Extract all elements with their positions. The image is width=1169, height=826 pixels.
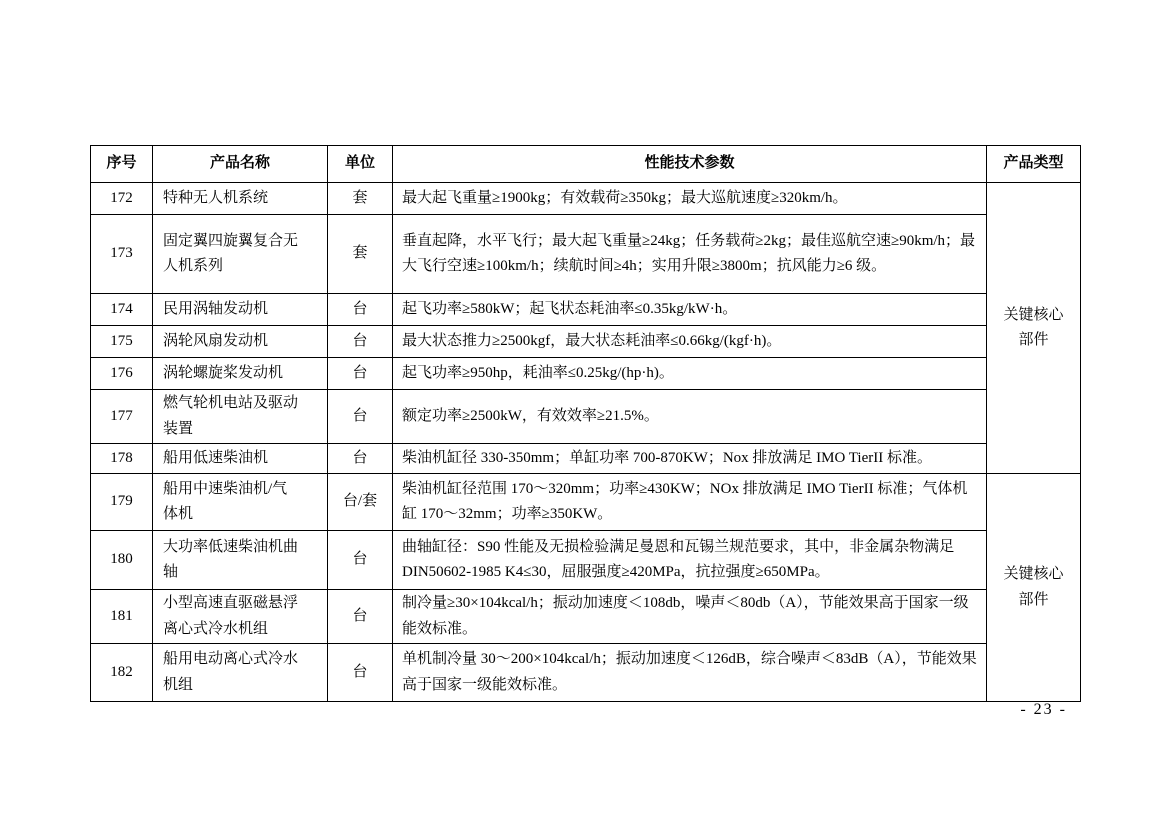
- tech-params: 垂直起降，水平飞行；最大起飞重量≥24kg；任务载荷≥2kg；最佳巡航空速≥90km/h；最大飞行空速≥100km/h；续航时间≥4h；实用升限≥3800m；抗风能力≥6 级。: [393, 215, 987, 294]
- product-type-group: 关键核心部件: [987, 474, 1081, 702]
- tech-params: 曲轴缸径：S90 性能及无损检验满足曼恩和瓦锡兰规范要求，其中，非金属杂物满足 DIN50602-1985 K4≤30，屈服强度≥420MPa，抗拉强度≥650MPa。: [393, 531, 987, 590]
- product-name: 燃气轮机电站及驱动装置: [153, 390, 328, 444]
- row-index: 178: [91, 444, 153, 474]
- row-index: 177: [91, 390, 153, 444]
- product-name: 涡轮螺旋桨发动机: [153, 358, 328, 390]
- header-index: 序号: [91, 146, 153, 183]
- unit: 台: [328, 444, 393, 474]
- product-table: [90, 145, 1081, 702]
- header-params: 性能技术参数: [393, 146, 987, 183]
- row-index: 172: [91, 183, 153, 215]
- row-index: 175: [91, 326, 153, 358]
- tech-params: 最大起飞重量≥1900kg；有效载荷≥350kg；最大巡航速度≥320km/h。: [393, 183, 987, 215]
- product-name: 大功率低速柴油机曲轴: [153, 531, 328, 590]
- row-index: 182: [91, 644, 153, 702]
- tech-params: 起飞功率≥950hp，耗油率≤0.25kg/(hp·h)。: [393, 358, 987, 390]
- product-name: 涡轮风扇发动机: [153, 326, 328, 358]
- table-row: [91, 183, 1081, 215]
- row-index: 174: [91, 294, 153, 326]
- unit: 台: [328, 358, 393, 390]
- page-number: - 23 -: [1020, 701, 1067, 718]
- unit: 台: [328, 326, 393, 358]
- unit: 台: [328, 531, 393, 590]
- tech-params: 额定功率≥2500kW，有效效率≥21.5%。: [393, 390, 987, 444]
- unit: 台: [328, 644, 393, 702]
- unit: 台/套: [328, 474, 393, 531]
- tech-params: 最大状态推力≥2500kgf，最大状态耗油率≤0.66kg/(kgf·h)。: [393, 326, 987, 358]
- row-index: 176: [91, 358, 153, 390]
- table-row: [91, 444, 1081, 474]
- unit: 台: [328, 390, 393, 444]
- unit: 套: [328, 183, 393, 215]
- product-type-group: 关键核心部件: [987, 183, 1081, 474]
- product-name: 民用涡轴发动机: [153, 294, 328, 326]
- tech-params: 单机制冷量 30～200×104kcal/h；振动加速度＜126dB，综合噪声＜83dB（A），节能效果高于国家一级能效标准。: [393, 644, 987, 702]
- table-header-row: [91, 146, 1081, 183]
- header-unit: 单位: [328, 146, 393, 183]
- tech-params: 制冷量≥30×104kcal/h；振动加速度＜108db，噪声＜80db（A），节能效果高于国家一级能效标准。: [393, 590, 987, 644]
- product-name: 固定翼四旋翼复合无人机系列: [153, 215, 328, 294]
- header-product-name: 产品名称: [153, 146, 328, 183]
- tech-params: 起飞功率≥580kW；起飞状态耗油率≤0.35kg/kW·h。: [393, 294, 987, 326]
- row-index: 180: [91, 531, 153, 590]
- product-name: 船用中速柴油机/气体机: [153, 474, 328, 531]
- row-index: 181: [91, 590, 153, 644]
- table-row: [91, 590, 1081, 644]
- product-name: 小型高速直驱磁悬浮离心式冷水机组: [153, 590, 328, 644]
- table-row: [91, 326, 1081, 358]
- product-name: 特种无人机系统: [153, 183, 328, 215]
- product-name: 船用低速柴油机: [153, 444, 328, 474]
- row-index: 179: [91, 474, 153, 531]
- table-row: [91, 358, 1081, 390]
- unit: 台: [328, 590, 393, 644]
- table-row: [91, 294, 1081, 326]
- header-product-type: 产品类型: [987, 146, 1081, 183]
- table-row: [91, 474, 1081, 531]
- row-index: 173: [91, 215, 153, 294]
- table-row: [91, 215, 1081, 294]
- table-row: [91, 390, 1081, 444]
- unit: 台: [328, 294, 393, 326]
- tech-params: 柴油机缸径范围 170～320mm；功率≥430KW；NOx 排放满足 IMO TierII 标准；气体机缸 170～32mm；功率≥350KW。: [393, 474, 987, 531]
- product-name: 船用电动离心式冷水机组: [153, 644, 328, 702]
- unit: 套: [328, 215, 393, 294]
- table-row: [91, 644, 1081, 702]
- tech-params: 柴油机缸径 330-350mm；单缸功率 700-870KW；Nox 排放满足 IMO TierII 标准。: [393, 444, 987, 474]
- table-row: [91, 531, 1081, 590]
